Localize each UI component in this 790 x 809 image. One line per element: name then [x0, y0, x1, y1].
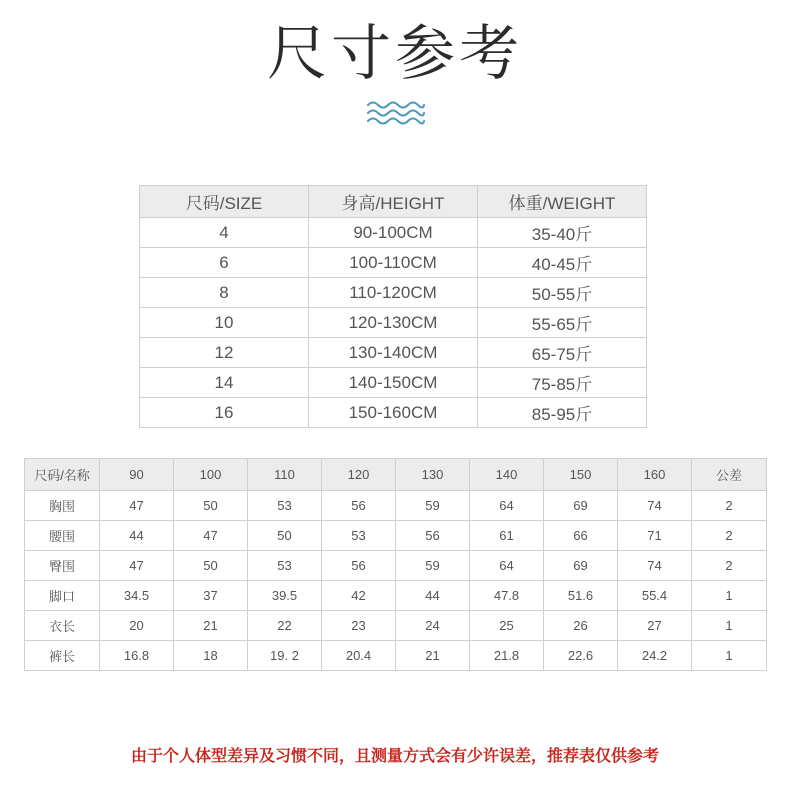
row-label-cell: 14 [140, 368, 309, 398]
table-cell: 1 [692, 611, 767, 641]
table-cell: 2 [692, 521, 767, 551]
column-header: 公差 [692, 459, 767, 491]
table-cell: 53 [248, 551, 322, 581]
measurement-row [25, 611, 767, 641]
table-cell: 1 [692, 641, 767, 671]
table-cell: 1 [692, 581, 767, 611]
column-header: 160 [618, 459, 692, 491]
table-cell: 64 [470, 491, 544, 521]
table-cell: 47.8 [470, 581, 544, 611]
table-cell: 47 [100, 551, 174, 581]
table-cell: 50 [174, 551, 248, 581]
table-cell: 71 [618, 521, 692, 551]
table-cell: 19. 2 [248, 641, 322, 671]
table-cell: 44 [100, 521, 174, 551]
table-cell: 85-95斤 [478, 398, 647, 428]
row-label-cell: 10 [140, 308, 309, 338]
table-cell: 42 [322, 581, 396, 611]
table-cell: 69 [544, 551, 618, 581]
measurement-row [25, 581, 767, 611]
table-cell: 37 [174, 581, 248, 611]
table-cell: 35-40斤 [478, 218, 647, 248]
table-cell: 22.6 [544, 641, 618, 671]
table-cell: 66 [544, 521, 618, 551]
row-label-cell: 8 [140, 278, 309, 308]
table-cell: 20 [100, 611, 174, 641]
column-header: 140 [470, 459, 544, 491]
measurement-row [25, 521, 767, 551]
table-cell: 130-140CM [309, 338, 478, 368]
table-cell: 24 [396, 611, 470, 641]
table-cell: 50 [174, 491, 248, 521]
row-label-cell: 6 [140, 248, 309, 278]
table-cell: 75-85斤 [478, 368, 647, 398]
table-cell: 59 [396, 551, 470, 581]
column-header: 150 [544, 459, 618, 491]
table-cell: 120-130CM [309, 308, 478, 338]
measurement-row [25, 551, 767, 581]
column-header: 90 [100, 459, 174, 491]
table-cell: 23 [322, 611, 396, 641]
table-cell: 2 [692, 551, 767, 581]
table-cell: 24.2 [618, 641, 692, 671]
table-cell: 47 [100, 491, 174, 521]
table-cell: 18 [174, 641, 248, 671]
size-row [140, 338, 647, 368]
row-label-cell: 16 [140, 398, 309, 428]
row-label-cell: 12 [140, 338, 309, 368]
table-cell: 34.5 [100, 581, 174, 611]
table-cell: 65-75斤 [478, 338, 647, 368]
table-cell: 21 [396, 641, 470, 671]
page-title: 尺寸参考 [267, 19, 523, 89]
wave-decoration-icon [366, 99, 426, 127]
table-cell: 100-110CM [309, 248, 478, 278]
table-cell: 59 [396, 491, 470, 521]
column-header: 130 [396, 459, 470, 491]
table-cell: 53 [248, 491, 322, 521]
table-cell: 51.6 [544, 581, 618, 611]
table-cell: 27 [618, 611, 692, 641]
table-cell: 56 [322, 491, 396, 521]
size-row [140, 278, 647, 308]
table-cell: 150-160CM [309, 398, 478, 428]
table-cell: 21 [174, 611, 248, 641]
size-table [139, 185, 647, 428]
table-cell: 2 [692, 491, 767, 521]
column-header: 体重/WEIGHT [478, 186, 647, 218]
table-cell: 56 [396, 521, 470, 551]
row-label-cell: 臀围 [25, 551, 100, 581]
row-label-cell: 脚口 [25, 581, 100, 611]
table-cell: 74 [618, 491, 692, 521]
table-cell: 47 [174, 521, 248, 551]
size-row [140, 398, 647, 428]
column-header: 尺码/SIZE [140, 186, 309, 218]
table-cell: 56 [322, 551, 396, 581]
row-label-cell: 腰围 [25, 521, 100, 551]
table-header-row [25, 459, 767, 491]
table-cell: 25 [470, 611, 544, 641]
table-cell: 69 [544, 491, 618, 521]
size-row [140, 248, 647, 278]
size-row [140, 218, 647, 248]
table-cell: 55.4 [618, 581, 692, 611]
table-cell: 16.8 [100, 641, 174, 671]
table-cell: 44 [396, 581, 470, 611]
table-cell: 50 [248, 521, 322, 551]
table-cell: 26 [544, 611, 618, 641]
column-header: 120 [322, 459, 396, 491]
row-label-cell: 衣长 [25, 611, 100, 641]
measurement-row [25, 641, 767, 671]
column-header: 100 [174, 459, 248, 491]
table-cell: 140-150CM [309, 368, 478, 398]
table-cell: 40-45斤 [478, 248, 647, 278]
size-row [140, 308, 647, 338]
table-cell: 53 [322, 521, 396, 551]
table-cell: 50-55斤 [478, 278, 647, 308]
table-header-row [140, 186, 647, 218]
table-cell: 55-65斤 [478, 308, 647, 338]
disclaimer-note: 由于个人体型差异及习惯不同，且测量方式会有少许误差，推荐表仅供参考 [130, 746, 659, 765]
table-cell: 39.5 [248, 581, 322, 611]
table-cell: 74 [618, 551, 692, 581]
measurement-table [24, 458, 767, 671]
measurement-row [25, 491, 767, 521]
table-cell: 20.4 [322, 641, 396, 671]
row-label-cell: 4 [140, 218, 309, 248]
table-cell: 64 [470, 551, 544, 581]
size-row [140, 368, 647, 398]
table-cell: 61 [470, 521, 544, 551]
table-cell: 21.8 [470, 641, 544, 671]
column-header: 尺码/名称 [25, 459, 100, 491]
table-cell: 22 [248, 611, 322, 641]
column-header: 身高/HEIGHT [309, 186, 478, 218]
column-header: 110 [248, 459, 322, 491]
table-cell: 90-100CM [309, 218, 478, 248]
table-cell: 110-120CM [309, 278, 478, 308]
row-label-cell: 胸围 [25, 491, 100, 521]
row-label-cell: 裤长 [25, 641, 100, 671]
